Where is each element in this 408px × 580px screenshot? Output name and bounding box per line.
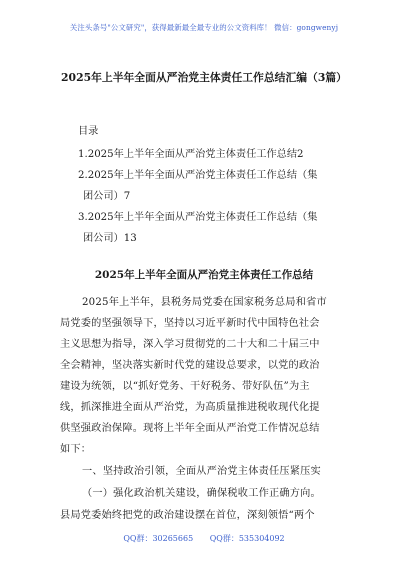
toc-item-2-line-2: 团公司）7 (83, 191, 131, 202)
document-title: 2025年上半年全面从严治党主体责任工作总结汇编（3篇） (61, 71, 347, 84)
body-line: 供坚强政治保障。现将上半年全面从严治党工作情况总结 (60, 423, 320, 434)
footer-qq-group-1: QQ群：30265665 (123, 534, 194, 543)
footer-banner (0, 533, 408, 544)
body-line: 县局党委始终把党的政治建设摆在首位，深刻领悟“两个 (60, 510, 315, 521)
section-heading: 一、坚持政治引领，全面从严治党主体责任压紧压实 (82, 466, 321, 477)
body-line: 全会精神，坚决落实新时代党的建设总要求，以党的政治 (60, 360, 320, 371)
toc-item-3-line-1: 3.2025年上半年全面从严治党主体责任工作总结（集 (78, 212, 318, 223)
body-line: 主义思想为指导，深入学习贯彻党的二十大和二十届三中 (60, 339, 320, 350)
toc-item-3-line-2: 团公司）13 (83, 233, 137, 244)
header-banner: 关注头条号"公文研究"，获得最新最全最专业的公文资料库！ 微信：gongwenyj (69, 23, 339, 32)
body-line: 如下： (60, 444, 92, 455)
subsection-heading: （一）强化政治机关建设，确保税收工作正确方向。 (82, 488, 321, 499)
section-title: 2025年上半年全面从严治党主体责任工作总结 (94, 269, 314, 281)
toc-item-1: 1.2025年上半年全面从严治党主体责任工作总结2 (78, 149, 304, 160)
body-line: 建设为统领，以“抓好党务、干好税务、带好队伍”为主 (60, 381, 310, 392)
footer-qq-group-2: QQ群：535304092 (209, 534, 285, 543)
toc-heading: 目录 (78, 126, 99, 137)
body-line: 线，抓深推进全面从严治党，为高质量推进税收现代化提 (60, 402, 320, 413)
body-line: 局党委的坚强领导下，坚持以习近平新时代中国特色社会 (60, 318, 320, 329)
body-line: 2025年上半年，县税务局党委在国家税务总局和省市 (82, 297, 327, 308)
toc-item-2-line-1: 2.2025年上半年全面从严治党主体责任工作总结（集 (78, 170, 318, 181)
